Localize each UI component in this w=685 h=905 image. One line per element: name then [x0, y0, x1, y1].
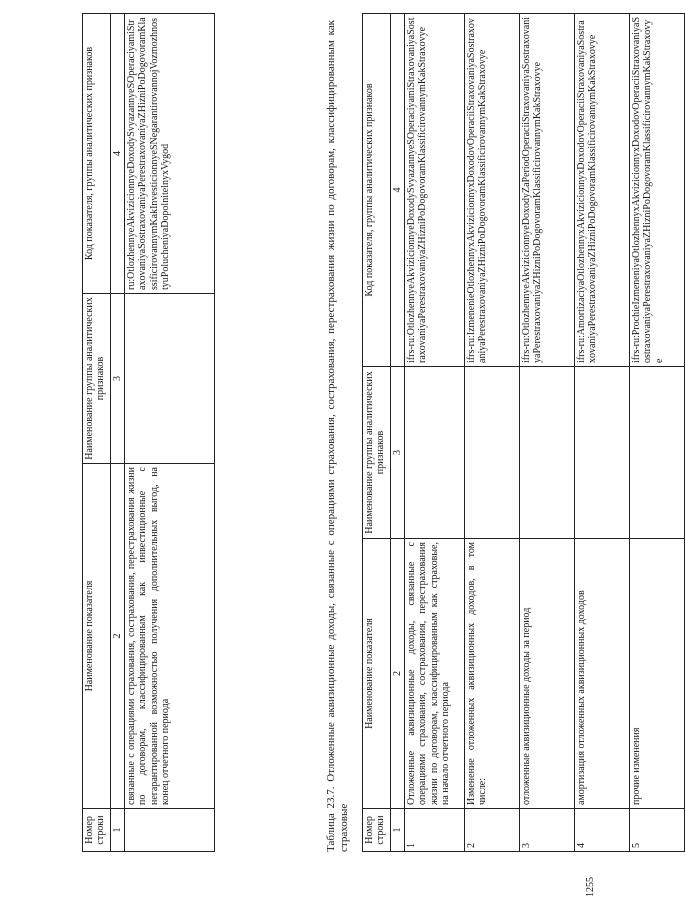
- row-code-cell: ifrs-ru:ProchieIzmeneniyaOtlozhennyxAkvizicionnyxDoxodovOperaciiStraxovaniyaSostraxovaniyaPerestraxovaniyaZHizniPoDogovoramKlassificirovannymKakStraxovye: [630, 14, 685, 367]
- row-number-cell: 5: [630, 809, 685, 852]
- col-index-2: 2: [111, 464, 125, 809]
- col-index-1: 1: [391, 809, 405, 852]
- col-header-code: Код показателя, группы аналитических признаков: [363, 14, 391, 367]
- table-caption: Таблица 23.7. Отложенные аквизиционные доходы, связанные с операциями страхования, сострахования, перестрахования жизни по договорам, классифицированным как страховые: [325, 20, 350, 852]
- table-row: [405, 14, 465, 852]
- col-index-4: 4: [391, 14, 405, 367]
- row-name-cell: прочие изменения: [630, 539, 685, 809]
- col-header-group: Наименование группы аналитических признаков: [363, 367, 391, 539]
- col-index-4: 4: [111, 14, 125, 294]
- row-name-cell: Отложенные аквизиционные доходы, связанные с операциями страхования, сострахования, перестрахования жизни по договорам, классифицированным как страховые, на начало отчетного периода: [405, 539, 465, 809]
- col-header-row-no: Номер строки: [363, 809, 391, 852]
- row-number-cell: [125, 809, 215, 852]
- column-index-row: [391, 14, 405, 852]
- col-index-3: 3: [391, 367, 405, 539]
- page-number: 1255: [585, 877, 596, 897]
- col-header-name: Наименование показателя: [363, 539, 391, 809]
- table-row: [125, 14, 215, 852]
- row-group-cell: [465, 367, 520, 539]
- col-header-group: Наименование группы аналитических признаков: [83, 294, 111, 464]
- table-header-row: [83, 14, 111, 852]
- table-row: [465, 14, 520, 852]
- col-header-name: Наименование показателя: [83, 464, 111, 809]
- row-number-cell: 4: [575, 809, 630, 852]
- continuation-table: [82, 13, 215, 852]
- column-index-row: [111, 14, 125, 852]
- row-group-cell: [575, 367, 630, 539]
- table-row: [630, 14, 685, 852]
- row-number-cell: 3: [520, 809, 575, 852]
- row-group-cell: [125, 294, 215, 464]
- row-name-cell: Изменение отложенных аквизиционных доходов, в том числе:: [465, 539, 520, 809]
- row-code-cell: ru:OtlozhennyeAkvizicionnyeDoxodySvyazannyeSOperaciyamiStraxovaniyaSostraxovaniyaPerestraxovaniyaZHizniPoDogovoramKlassificirovannymKakInvesticionnyeSNegarantirovannojVozmozhnostyuPolucheniyaDopolnitelnyxVygod: [125, 14, 215, 294]
- row-code-cell: ifrs-ru:OtlozhennyeAkvizicionnyeDoxodyZaPeriodOperaciiStraxovaniyaSostraxovaniyaPerestraxovaniyaZHizniPoDogovoramKlassificirovannymKakStraxovye: [520, 14, 575, 367]
- row-group-cell: [630, 367, 685, 539]
- row-name-cell: амортизация отложенных аквизиционных доходов: [575, 539, 630, 809]
- row-group-cell: [520, 367, 575, 539]
- row-code-cell: ifrs-ru:OtlozhennyeAkvizicionnyeDoxodySvyazannyeSOperaciyamiStraxovaniyaSostraxovaniyaPerestraxovaniyaZHizniPoDogovoramKlassificirovannymKakStraxovye: [405, 14, 465, 367]
- table-row: [575, 14, 630, 852]
- row-number-cell: 2: [465, 809, 520, 852]
- row-number-cell: 1: [405, 809, 465, 852]
- col-index-2: 2: [391, 539, 405, 809]
- col-header-code: Код показателя, группы аналитических признаков: [83, 14, 111, 294]
- row-name-cell: связанные с операциями страхования, сострахования, перестрахования жизни по договорам, классифицированным как инвестиционные с негарантированной возможностью получения дополнительных выгод, на конец отчетного периода: [125, 464, 215, 809]
- col-index-1: 1: [111, 809, 125, 852]
- row-code-cell: ifrs-ru:IzmenenieOtlozhennyxAkvizicionnyxDoxodovOperaciiStraxovaniyaSostraxovaniyaPerestraxovaniyaZHizniPoDogovoramKlassificirovannymKakStraxovye: [465, 14, 520, 367]
- table-header-row: [363, 14, 391, 852]
- table-row: [520, 14, 575, 852]
- row-name-cell: отложенные аквизиционные доходы за период: [520, 539, 575, 809]
- row-group-cell: [405, 367, 465, 539]
- table-23-7: [362, 13, 685, 852]
- col-header-row-no: Номер строки: [83, 809, 111, 852]
- col-index-3: 3: [111, 294, 125, 464]
- row-code-cell: ifrs-ru:AmortizaciyaOtlozhennyxAkvizicionnyxDoxodovOperaciiStraxovaniyaSostraxovaniyaPerestraxovaniyaZHizniPoDogovoramKlassificirovannymKakStraxovye: [575, 14, 630, 367]
